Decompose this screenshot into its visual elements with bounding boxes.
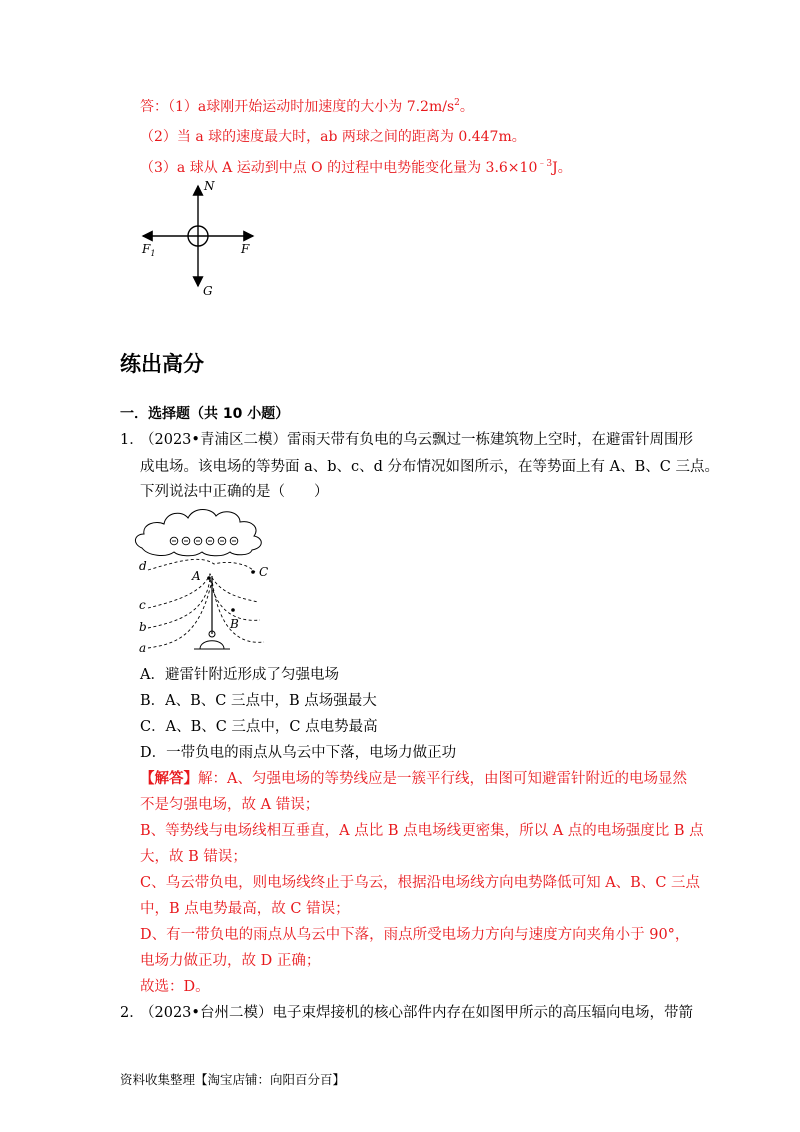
option-b: B．A、B、C 三点中，B 点场强最大 [140,693,377,709]
solution-tag: 【解答】 [140,770,198,787]
point-C [251,570,255,574]
solution-line-8: 电场力做正功，故 D 正确； [140,953,321,969]
option-c: C．A、B、C 三点中，C 点电势最高 [140,719,378,735]
equipotential-lines [148,559,264,648]
label-n: N [204,179,215,193]
question-2-number: 2． [120,1005,144,1021]
solution-line-4: 大，故 B 错误； [140,849,247,865]
equipotential-a [148,580,264,648]
answer-line-3: （3）a 球从 A 运动到中点 O 的过程中电势能变化量为 $3.6\times 10^{﹣3}J$。 [140,159,572,176]
sub-heading: 一．选择题（共 10 小题） [120,406,290,422]
solution-line-7: D、有一带负电的雨点从乌云中下落，雨点所受电场力方向与速度方向夹角小于 90°， [140,927,690,943]
question-1-stem-line-2: 成电场。该电场的等势面 a、b、c、d 分布情况如图所示，在等势面上有 A、B、C 三点。 [140,459,719,475]
solution-line-1: 【解答】解：A、匀强电场的等势线应是一簇平行线，由图可知避雷针附近的电场显然 [140,770,687,787]
option-d: D．一带负电的雨点从乌云中下落，电场力做正功 [140,745,457,761]
answer-line-1: 答：（1）a球刚开始运动时加速度的大小为 $7.2m/s^2$。 [140,98,474,115]
solution-line-2: 不是匀强电场，故 A 错误； [140,797,320,813]
cloud-shape [135,510,261,556]
solution-line-3: B、等势线与电场线相互垂直，A 点比 B 点电场线更密集，所以 A 点的电场强度比 B 点 [140,823,704,839]
rod-base [200,641,224,649]
label-c: c [139,598,146,612]
label-B: B [230,617,239,631]
solution-line-5: C、乌云带负电，则电场线终止于乌云，根据沿电场线方向电势降低可知 A、B、C 三点 [140,875,701,891]
option-a: A．避雷针附近形成了匀强电场 [140,667,339,683]
label-f: F [241,242,250,256]
question-1-stem-line-1: （2023•青浦区二模）雷雨天带有负电的乌云飘过一栋建筑物上空时，在避雷针周围形 [140,432,693,448]
label-C: C [259,565,269,579]
equipotential-b [148,578,260,628]
point-B [231,608,235,612]
solution-line-9: 故选：D。 [140,979,210,995]
label-g: G [203,284,213,298]
label-a: a [139,641,147,655]
equipotential-d [148,559,255,572]
answer-line-2: （2）当 a 球的速度最大时，ab 两球之间的距离为 0.447m。 [140,129,526,145]
section-title: 练出高分 [120,352,204,376]
label-A: A [192,569,201,583]
question-1-number: 1． [120,432,144,448]
point-A [207,576,211,580]
equipotential-figure [130,498,280,660]
question-2-stem-line-1: （2023•台州二模）电子束焊接机的核心部件内存在如图甲所示的高压辐向电场，带箭 [140,1005,693,1021]
equipotential-c [148,574,258,608]
solution-line-6: 中，B 点电势最高，故 C 错误； [140,901,350,917]
cloud-charges [170,537,238,545]
label-f1: $F_1$ [142,242,156,258]
footer-note: 资料收集整理【淘宝店铺：向阳百分百】 [120,1072,346,1087]
force-diagram [135,178,265,303]
label-b: b [139,620,147,634]
label-d: d [139,559,147,573]
question-1-stem-line-3: 下列说法中正确的是（ ） [140,484,329,500]
